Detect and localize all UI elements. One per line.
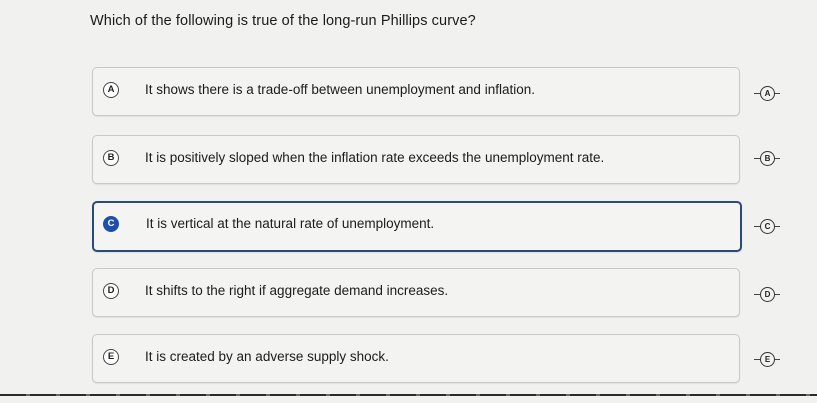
option-a[interactable] — [92, 67, 740, 116]
strike-a-icon[interactable]: A — [754, 86, 780, 102]
option-a-letter: A — [103, 82, 119, 98]
option-c[interactable] — [92, 201, 742, 252]
option-a-text: It shows there is a trade-off between unemployment and inflation. — [145, 82, 535, 97]
strike-c-icon[interactable]: C — [754, 219, 780, 235]
question-text: Which of the following is true of the long-run Phillips curve? — [90, 13, 476, 29]
option-e-text: It is created by an adverse supply shock. — [145, 349, 389, 364]
strike-d-icon[interactable]: D — [754, 287, 780, 303]
option-d-text: It shifts to the right if aggregate demand increases. — [145, 283, 449, 298]
strike-b-icon[interactable]: B — [754, 151, 780, 167]
option-e[interactable] — [92, 334, 740, 383]
option-d[interactable] — [92, 268, 740, 317]
option-b-letter: B — [103, 150, 119, 166]
option-b[interactable] — [92, 135, 740, 184]
strike-e-icon[interactable]: E — [754, 352, 780, 368]
option-e-letter: E — [103, 349, 119, 365]
option-c-text: It is vertical at the natural rate of unemployment. — [146, 216, 435, 231]
option-b-text: It is positively sloped when the inflation rate exceeds the unemployment rate. — [145, 150, 605, 165]
option-d-letter: D — [103, 283, 119, 299]
bottom-divider — [0, 394, 817, 396]
option-c-letter: C — [103, 216, 119, 232]
